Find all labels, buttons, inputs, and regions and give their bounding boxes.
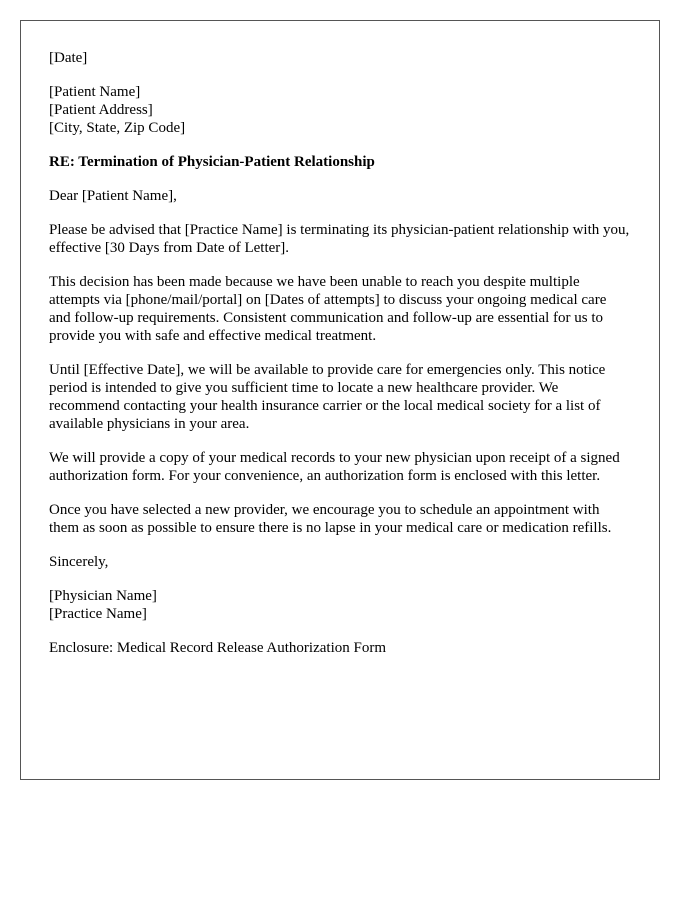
recipient-city-state-zip: [City, State, Zip Code] <box>49 120 186 136</box>
body-paragraph-3: Until [Effective Date], we will be available to provide care for emergencies only. This notice period is intended to give you sufficient time to locate a new healthcare provider. We recommend contacting your health insurance carrier or the local medical society for a list of available physicians in your area. <box>49 362 606 432</box>
enclosure-line: Enclosure: Medical Record Release Authorization Form <box>49 640 386 656</box>
signature-block <box>49 587 631 623</box>
recipient-address-block <box>49 83 631 137</box>
letter-page <box>20 20 660 780</box>
closing: Sincerely, <box>49 554 109 570</box>
body-paragraph-4: We will provide a copy of your medical records to your new physician upon receipt of a signed authorization form. For your convenience, an authorization form is enclosed with this letter. <box>49 450 620 484</box>
recipient-name: [Patient Name] <box>49 84 141 100</box>
physician-name: [Physician Name] <box>49 588 157 604</box>
salutation: Dear [Patient Name], <box>49 188 177 204</box>
recipient-address: [Patient Address] <box>49 102 153 118</box>
subject-line: RE: Termination of Physician-Patient Relationship <box>49 154 375 170</box>
date-line: [Date] <box>49 50 88 66</box>
body-paragraph-2: This decision has been made because we have been unable to reach you despite multiple attempts via [phone/mail/portal] on [Dates of attempts] to discuss your ongoing medical care and follow-up requirements. Consistent communication and follow-up are essential for us to provide you with safe and effective medical treatment. <box>49 274 607 344</box>
body-paragraph-1: Please be advised that [Practice Name] is terminating its physician-patient relationship with you, effective [30 Days from Date of Letter]. <box>49 222 630 256</box>
body-paragraph-5: Once you have selected a new provider, we encourage you to schedule an appointment with them as soon as possible to ensure there is no lapse in your medical care or medication refills. <box>49 502 612 536</box>
practice-name: [Practice Name] <box>49 606 147 622</box>
